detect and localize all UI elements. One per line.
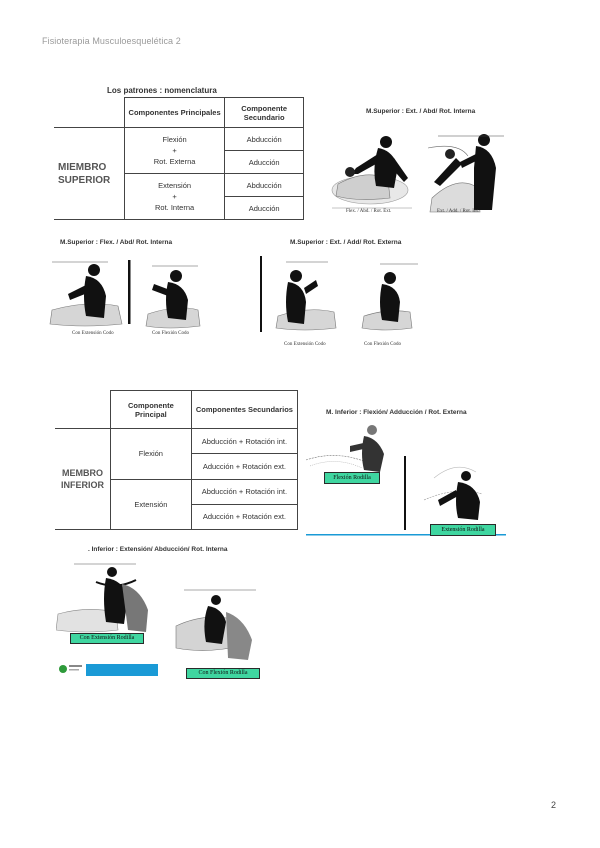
- figure-caption: Con Extensión Codo: [284, 342, 326, 347]
- row1-sec-b: Aducción: [225, 151, 304, 174]
- therapist-illustration: [56, 560, 268, 680]
- figure-caption: Con Flexión Rodilla: [186, 668, 260, 679]
- col-header-secundario: Componentes Secundarios: [191, 391, 297, 429]
- row1-sec-b: Aducción + Rotación ext.: [191, 454, 297, 479]
- row2-sec-b: Aducción + Rotación ext.: [191, 504, 297, 529]
- figure-title: . Inferior : Extensión/ Abducción/ Rot. Interna: [88, 546, 228, 553]
- figure-title: M.Superior : Ext. / Add/ Rot. Externa: [290, 239, 402, 246]
- figure-caption: Con Flexión Codo: [364, 342, 401, 347]
- figure-caption: Con Flexión Codo: [152, 331, 189, 336]
- figure-title: M. Inferior : Flexión/ Adducción / Rot. Externa: [326, 409, 467, 416]
- row1-sec-a: Abducción + Rotación int.: [191, 429, 297, 454]
- logo-icon: [58, 662, 84, 676]
- pattern-table-lower: [55, 390, 298, 530]
- figure-caption: Con Extensión Rodilla: [70, 633, 144, 644]
- row2-sec-a: Abducción + Rotación int.: [191, 479, 297, 504]
- col-header-principal: Componente Principal: [110, 391, 191, 429]
- table-title: Los patrones : nomenclatura: [107, 86, 217, 95]
- limb-label: MEMBRO INFERIOR: [55, 429, 110, 530]
- row2-principal: Extensión + Rot. Interna: [124, 174, 224, 220]
- row2-sec-b: Aducción: [225, 197, 304, 220]
- limb-label: MIEMBRO SUPERIOR: [54, 128, 124, 220]
- row1-principal: Flexión + Rot. Externa: [124, 128, 224, 174]
- page-header: Fisioterapia Musculoesquelética 2: [42, 36, 181, 46]
- figure-caption: Extensión Rodilla: [430, 524, 496, 536]
- row1-sec-a: Abducción: [225, 128, 304, 151]
- figure-title: M.Superior : Flex. / Abd/ Rot. Interna: [60, 239, 173, 246]
- row2-sec-a: Abducción: [225, 174, 304, 197]
- col-header-secundario: Componente Secundario: [225, 98, 304, 128]
- row1-principal: Flexión: [110, 429, 191, 479]
- figure-caption: Flexión Rodilla: [324, 472, 380, 484]
- row2-principal: Extensión: [110, 479, 191, 529]
- therapist-illustration: [48, 256, 216, 336]
- pattern-table-upper: [54, 97, 304, 220]
- therapist-illustration: [258, 256, 426, 340]
- col-header-principal: Componentes Principales: [124, 98, 224, 128]
- blue-bar: [86, 664, 158, 676]
- figure-caption: Con Extensión Codo: [72, 331, 114, 336]
- figure-title: M.Superior : Ext. / Abd/ Rot. Interna: [366, 108, 476, 115]
- page-number: 2: [551, 800, 557, 810]
- therapist-illustration: [328, 128, 514, 220]
